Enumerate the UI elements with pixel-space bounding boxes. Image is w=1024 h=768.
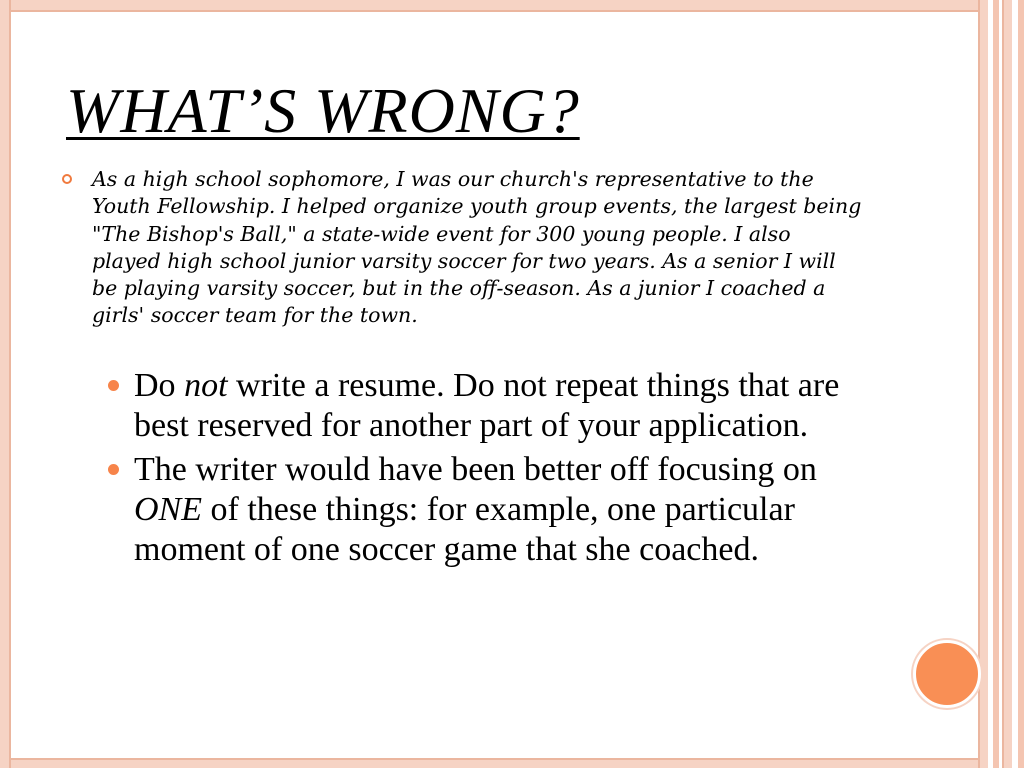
- advice-text: of these things: for example, one particular moment of one soccer game that she coached.: [134, 491, 795, 568]
- slide-frame-bottom: [0, 758, 1024, 768]
- advice-item: [108, 450, 868, 570]
- frame-stripe: [978, 0, 988, 768]
- advice-emphasis: not: [184, 367, 228, 404]
- bullet-icon: [108, 464, 119, 475]
- decorative-circle: [913, 640, 981, 708]
- slide-frame-right: [980, 0, 1024, 768]
- bullet-icon: [108, 380, 119, 391]
- advice-list: [108, 366, 868, 574]
- hollow-bullet-icon: [62, 174, 72, 184]
- frame-stripe: [1002, 0, 1012, 768]
- advice-text: The writer would have been better off focusing on: [134, 451, 817, 488]
- frame-stripe: [1018, 0, 1024, 768]
- slide-frame-top: [0, 0, 1024, 12]
- quote-bullet-item: [62, 166, 862, 330]
- advice-item: [108, 366, 868, 446]
- slide-frame-left: [0, 0, 11, 768]
- essay-excerpt: As a high school sophomore, I was our church's representative to the Youth Fellowship. I helped organize youth group events, the largest being "The Bishop's Ball," a state-wide event for 300 young people. I also played high school junior varsity soccer for two years. As a senior I will be playing varsity soccer, but in the off-season. As a junior I coached a girls' soccer team for the town.: [92, 167, 862, 328]
- advice-text: Do: [134, 367, 185, 404]
- advice-text: write a resume. Do not repeat things that are best reserved for another part of your application.: [134, 367, 840, 444]
- advice-emphasis: ONE: [134, 491, 202, 528]
- frame-stripe: [993, 0, 999, 768]
- slide-title: WHAT’S WRONG?: [66, 75, 580, 146]
